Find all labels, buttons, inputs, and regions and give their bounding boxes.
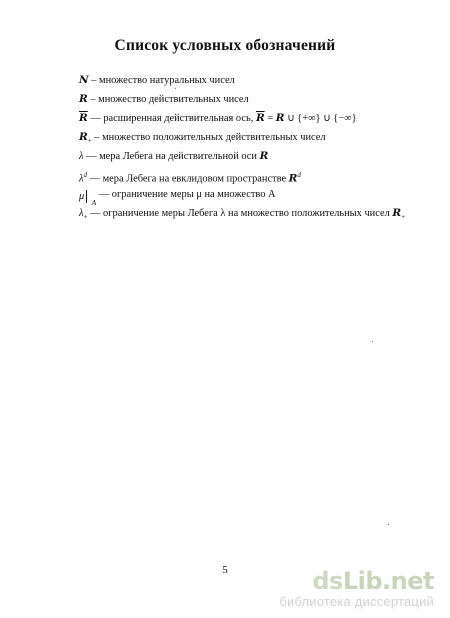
watermark-logo-part: Lib.net [342,567,434,595]
notation-item-lebesgue [79,147,439,166]
symbol-r: R [259,150,269,162]
superscript: d [83,171,88,179]
notation-item-lebesgue-d [79,166,439,185]
subscript: + [87,137,92,146]
subscript: + [83,213,88,222]
formula-union: ∪ {+∞} ∪ {−∞} [284,113,357,124]
superscript: d [297,171,301,179]
symbol-lambda-plus: λ [79,208,84,219]
symbol-r: R [79,93,88,105]
scan-speck [388,524,389,525]
symbol-n: N [79,74,89,86]
symbol-lambda-d: λ [79,173,84,185]
page-title: Список условных обозначений [114,37,336,54]
page-number: 5 [222,564,228,576]
watermark [279,568,434,610]
restriction-symbol [79,190,97,207]
watermark-caption: библиотека диссертаций [279,594,434,609]
notation-desc: — мера Лебега на действительной оси [83,151,260,162]
scan-speck [372,341,373,342]
subscript: + [401,213,406,222]
notation-desc: – множество натуральных чисел [88,75,235,86]
notation-item-restriction [79,185,439,207]
symbol-mu: μ [79,191,85,202]
symbol-r-bar: $\overline{R}$ [79,112,88,124]
watermark-logo [279,568,434,594]
notation-item-naturals [79,71,439,90]
symbol-r-bar: $\overline{R}$ [255,112,265,124]
notation-item-extended-reals [79,109,439,128]
notation-desc: – множество действительных чисел [87,94,249,105]
notation-desc: — ограничение меры μ на множество A [96,189,276,200]
notation-desc: — мера Лебега на евклидовом пространстве [87,173,289,185]
formula-eq: = [264,113,276,124]
scan-speck [175,88,176,89]
watermark-logo-part: ds [312,567,343,595]
symbol-r-d: R [288,172,298,185]
symbol-r-plus: R [79,131,88,143]
symbol-r-plus: R [392,207,402,219]
notation-desc: — расширенная действительная ось, [87,113,256,124]
notation-list [79,71,439,223]
symbol-lambda: λ [79,151,84,162]
notation-item-reals [79,90,439,109]
notation-desc: – множество положительных действительных чисел [91,132,326,143]
symbol-r: R [275,112,285,124]
restriction-set: A [91,198,97,207]
notation-item-lambda-plus [79,204,439,223]
notation-item-positive-reals [79,128,439,147]
notation-desc: — ограничение меры Лебега λ на множество положительных чисел [87,208,393,219]
